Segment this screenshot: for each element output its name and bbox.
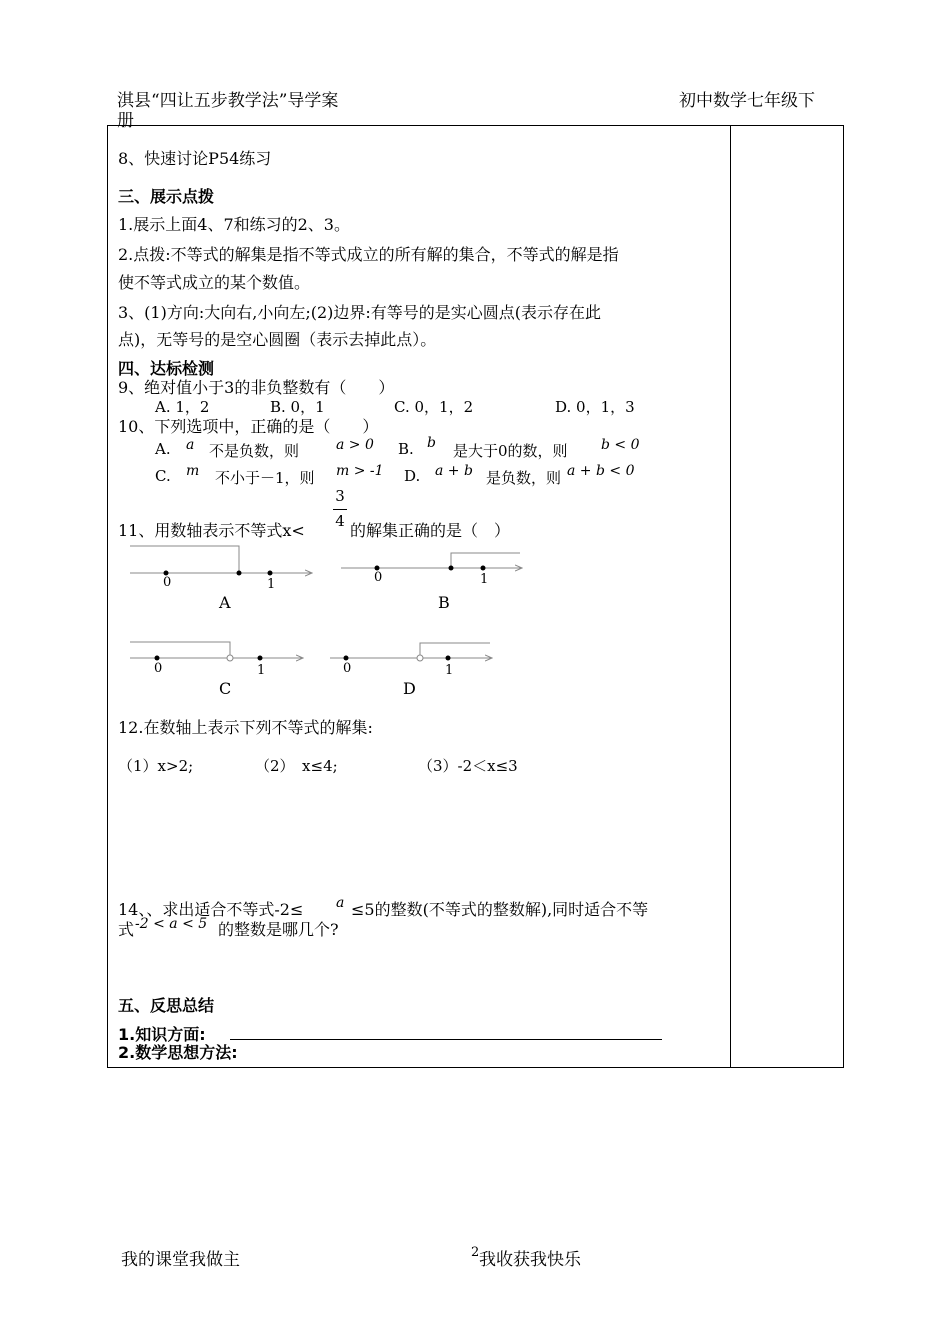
q10-a-text: 不是负数，则 — [209, 442, 300, 460]
page-number: 2 — [471, 1245, 480, 1260]
q14-expr: -2 < a < 5 — [135, 916, 208, 932]
point-boundary-c — [227, 655, 233, 661]
question-11-suffix: 的解集正确的是（ ） — [350, 521, 511, 540]
point-zero-d — [344, 656, 349, 661]
q12-part-1: （1）x>2; — [118, 757, 194, 775]
q10-d-text: 是负数，则 — [486, 469, 562, 487]
option-label-d: D — [403, 679, 416, 698]
point-boundary-b — [449, 566, 454, 571]
q10-option-d-label: D. — [404, 467, 421, 485]
q10-d-var: a + b — [435, 463, 473, 479]
q10-b-text: 是大于0的数，则 — [453, 442, 568, 460]
point-one-c — [258, 656, 263, 661]
axis-label-one-b: 1 — [480, 572, 489, 587]
q10-option-c-label: C. — [155, 467, 171, 485]
q11-fraction-denominator: 4 — [335, 512, 345, 530]
item-8: 8、快速讨论P54练习 — [118, 149, 272, 168]
header-title-continued: 册 — [117, 111, 134, 131]
number-line-c — [130, 642, 303, 661]
option-label-c: C — [219, 679, 232, 698]
q10-a-var: a — [186, 437, 195, 453]
header-grade: 初中数学七年级下 — [679, 91, 815, 111]
point-boundary-d — [417, 655, 423, 661]
axis-label-zero-d: 0 — [343, 661, 352, 676]
q10-d-expr: a + b < 0 — [567, 463, 635, 479]
answer-blank-line — [230, 1039, 662, 1040]
header-title: 淇县“四让五步教学法”导学案 — [117, 91, 339, 111]
q14-line1-a: 14、、求出适合不等式-2≤ — [118, 900, 304, 919]
option-label-a: A — [219, 593, 231, 612]
axis-label-zero-c: 0 — [154, 661, 163, 676]
q9-option-c: C. 0，1，2 — [394, 398, 474, 416]
question-10: 10、下列选项中，正确的是（ ） — [118, 417, 379, 436]
point-one-b — [481, 566, 486, 571]
q12-part-2: （2） x≤4; — [255, 757, 338, 775]
section-5-title: 五、反思总结 — [118, 996, 215, 1015]
reflection-knowledge: 1.知识方面: — [118, 1025, 206, 1044]
axis-label-one-c: 1 — [257, 663, 266, 678]
axis-label-one-d: 1 — [445, 663, 454, 678]
reflection-methods: 2.数学思想方法: — [118, 1043, 238, 1062]
footer-center: 我收获我快乐 — [479, 1250, 581, 1270]
q10-c-expr: m > -1 — [336, 463, 384, 479]
point-one-d — [446, 656, 451, 661]
axis-label-zero-a: 0 — [163, 575, 172, 590]
s3-point-1: 1.展示上面4、7和练习的2、3。 — [118, 215, 350, 234]
number-line-d — [330, 643, 492, 661]
q11-fraction-numerator: 3 — [335, 487, 345, 505]
point-one-a — [268, 571, 273, 576]
q10-option-b-label: B. — [398, 440, 414, 458]
section-4-title: 四、达标检测 — [118, 359, 215, 378]
q10-c-text: 不小于－1，则 — [215, 469, 315, 487]
question-11-prefix: 11、用数轴表示不等式x< — [118, 521, 305, 540]
q14-line2-a: 式 — [118, 920, 135, 939]
point-boundary-a — [237, 571, 242, 576]
q14-line2-b: 的整数是哪几个? — [218, 920, 339, 939]
option-label-b: B — [438, 593, 450, 612]
q14-line1-b: ≤5的整数(不等式的整数解),同时适合不等 — [351, 900, 649, 919]
q14-var: a — [336, 895, 345, 911]
q9-option-a: A. 1，2 — [155, 398, 210, 416]
point-zero-c — [155, 656, 160, 661]
axis-label-zero-b: 0 — [374, 570, 383, 585]
question-12: 12.在数轴上表示下列不等式的解集: — [118, 718, 373, 737]
s3-point-3b: 点)，无等号的是空心圆圈（表示去掉此点）。 — [118, 330, 437, 349]
footer-left: 我的课堂我做主 — [121, 1250, 240, 1270]
q9-option-d: D. 0，1，3 — [555, 398, 635, 416]
q10-a-expr: a > 0 — [336, 437, 374, 453]
s3-point-2a: 2.点拨:不等式的解集是指不等式成立的所有解的集合，不等式的解是指 — [118, 245, 619, 264]
q9-option-b: B. 0，1 — [270, 398, 325, 416]
q10-b-var: b — [427, 435, 436, 451]
s3-point-2b: 使不等式成立的某个数值。 — [118, 273, 311, 292]
number-line-b — [341, 553, 522, 571]
s3-point-3a: 3、(1)方向:大向右,小向左;(2)边界:有等号的是实心圆点(表示存在此 — [118, 303, 602, 322]
section-3-title: 三、展示点拨 — [118, 187, 215, 206]
q10-b-expr: b < 0 — [601, 437, 640, 453]
axis-label-one-a: 1 — [267, 577, 276, 592]
q12-part-3: （3）-2＜x≤3 — [418, 757, 518, 775]
question-9: 9、绝对值小于3的非负整数有（ ） — [118, 378, 395, 397]
number-line-a — [130, 546, 312, 576]
q10-c-var: m — [186, 463, 200, 479]
q10-option-a-label: A. — [155, 440, 171, 458]
